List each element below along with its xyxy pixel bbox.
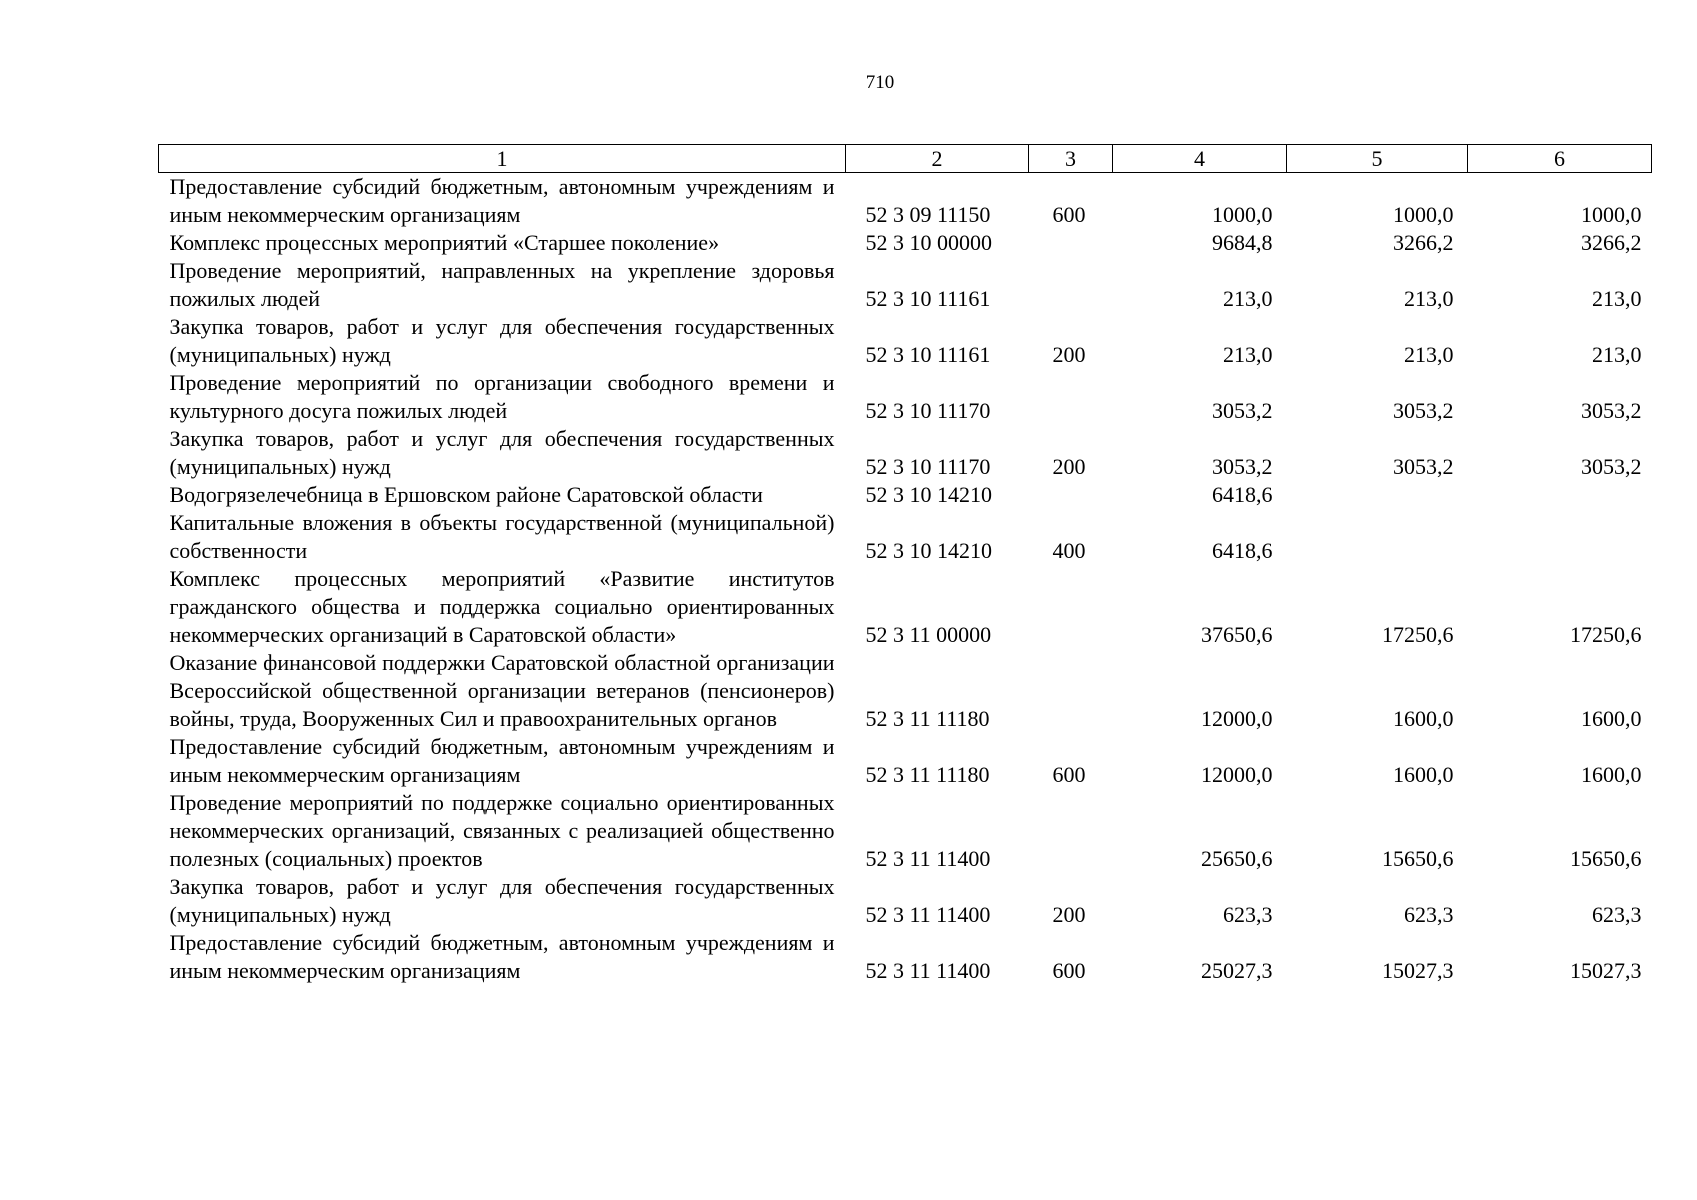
row-expense-type: 200 xyxy=(1052,902,1086,927)
row-value-col4: 213,0 xyxy=(1223,286,1273,311)
row-value-col5 xyxy=(1287,481,1468,509)
header-col-6: 6 xyxy=(1468,145,1652,173)
row-expense-type xyxy=(1029,649,1113,733)
row-value-col6: 213,0 xyxy=(1592,286,1642,311)
row-value-col5: 1600,0 xyxy=(1393,762,1454,787)
table-row xyxy=(159,257,1652,313)
row-name: Оказание финансовой поддержки Саратовской областной организации Всероссийской общественной организации ветеранов (пенсионеров) войны, труда, Вооруженных Сил и правоохранительных органов xyxy=(169,650,835,731)
row-value-col6: 17250,6 xyxy=(1570,622,1642,647)
row-code: 52 3 10 11161 xyxy=(865,286,991,311)
table-row xyxy=(159,229,1652,257)
row-value-col4: 25650,6 xyxy=(1201,846,1273,871)
row-name: Закупка товаров, работ и услуг для обеспечения государственных (муниципальных) нужд xyxy=(169,426,835,479)
row-value-col6 xyxy=(1468,509,1652,565)
header-col-3: 3 xyxy=(1029,145,1113,173)
row-value-col5: 1000,0 xyxy=(1393,202,1454,227)
row-expense-type: 600 xyxy=(1052,202,1086,227)
row-expense-type xyxy=(1029,565,1113,649)
row-name: Проведение мероприятий, направленных на укрепление здоровья пожилых людей xyxy=(169,258,835,311)
row-value-col4: 9684,8 xyxy=(1212,230,1273,255)
row-value-col4: 3053,2 xyxy=(1212,398,1273,423)
row-value-col6: 3053,2 xyxy=(1581,454,1642,479)
row-code: 52 3 11 11400 xyxy=(865,958,991,983)
row-expense-type xyxy=(1029,369,1113,425)
row-code: 52 3 10 11170 xyxy=(865,454,991,479)
row-value-col4: 1000,0 xyxy=(1212,202,1273,227)
row-value-col6: 3266,2 xyxy=(1581,230,1642,255)
row-value-col6: 213,0 xyxy=(1592,342,1642,367)
row-value-col5: 213,0 xyxy=(1404,286,1454,311)
row-value-col4: 3053,2 xyxy=(1212,454,1273,479)
row-value-col6: 15027,3 xyxy=(1570,958,1642,983)
header-col-5: 5 xyxy=(1287,145,1468,173)
row-value-col5: 623,3 xyxy=(1404,902,1454,927)
row-name: Комплекс процессных мероприятий «Развитие институтов гражданского общества и поддержка социально ориентированных некоммерческих организаций в Саратовской области» xyxy=(169,566,835,647)
budget-table xyxy=(158,144,1652,985)
table-row xyxy=(159,425,1652,481)
row-expense-type xyxy=(1029,789,1113,873)
row-name: Комплекс процессных мероприятий «Старшее поколение» xyxy=(169,230,720,255)
table-row xyxy=(159,369,1652,425)
row-value-col5: 15650,6 xyxy=(1382,846,1454,871)
row-code: 52 3 11 11180 xyxy=(865,706,990,731)
header-col-1: 1 xyxy=(159,145,846,173)
row-code: 52 3 11 11400 xyxy=(865,846,991,871)
row-name: Проведение мероприятий по организации свободного времени и культурного досуга пожилых людей xyxy=(169,370,835,423)
table-body xyxy=(159,173,1652,986)
row-value-col5: 17250,6 xyxy=(1382,622,1454,647)
row-name: Закупка товаров, работ и услуг для обеспечения государственных (муниципальных) нужд xyxy=(169,874,835,927)
table-row xyxy=(159,509,1652,565)
row-expense-type: 200 xyxy=(1052,342,1086,367)
table-header-row xyxy=(159,145,1652,173)
row-name: Предоставление субсидий бюджетным, автономным учреждениям и иным некоммерческим организациям xyxy=(169,174,835,227)
row-value-col4: 213,0 xyxy=(1223,342,1273,367)
row-expense-type: 200 xyxy=(1052,454,1086,479)
row-value-col6: 1000,0 xyxy=(1581,202,1642,227)
table-row xyxy=(159,789,1652,873)
row-value-col6: 1600,0 xyxy=(1581,706,1642,731)
row-value-col4: 6418,6 xyxy=(1212,538,1273,563)
row-value-col5 xyxy=(1287,509,1468,565)
table-row xyxy=(159,313,1652,369)
table-row xyxy=(159,649,1652,733)
table-row xyxy=(159,481,1652,509)
row-code: 52 3 10 00000 xyxy=(865,230,992,255)
row-value-col5: 3053,2 xyxy=(1393,398,1454,423)
row-value-col5: 15027,3 xyxy=(1382,958,1454,983)
row-code: 52 3 10 11170 xyxy=(865,398,991,423)
row-code: 52 3 09 11150 xyxy=(865,202,991,227)
table-row xyxy=(159,929,1652,985)
row-value-col4: 12000,0 xyxy=(1201,706,1273,731)
row-value-col5: 3266,2 xyxy=(1393,230,1454,255)
table-row xyxy=(159,873,1652,929)
table-row xyxy=(159,733,1652,789)
row-value-col5: 1600,0 xyxy=(1393,706,1454,731)
row-code: 52 3 11 11180 xyxy=(865,762,990,787)
header-col-4: 4 xyxy=(1113,145,1287,173)
row-name: Закупка товаров, работ и услуг для обеспечения государственных (муниципальных) нужд xyxy=(169,314,835,367)
row-value-col4: 623,3 xyxy=(1223,902,1273,927)
row-value-col6: 15650,6 xyxy=(1570,846,1642,871)
row-code: 52 3 11 11400 xyxy=(865,902,991,927)
row-value-col6: 1600,0 xyxy=(1581,762,1642,787)
row-name: Капитальные вложения в объекты государственной (муниципальной) собственности xyxy=(169,510,835,563)
row-expense-type: 400 xyxy=(1052,538,1086,563)
row-value-col5: 213,0 xyxy=(1404,342,1454,367)
row-code: 52 3 10 11161 xyxy=(865,342,991,367)
row-value-col4: 6418,6 xyxy=(1212,482,1273,507)
table-row xyxy=(159,565,1652,649)
row-code: 52 3 11 00000 xyxy=(865,622,992,647)
table-row xyxy=(159,173,1652,230)
row-name: Водогрязелечебница в Ершовском районе Саратовской области xyxy=(169,482,763,507)
page-number: 710 xyxy=(865,72,895,93)
row-value-col5: 3053,2 xyxy=(1393,454,1454,479)
row-code: 52 3 10 14210 xyxy=(865,538,992,563)
row-value-col6: 3053,2 xyxy=(1581,398,1642,423)
row-expense-type: 600 xyxy=(1052,958,1086,983)
row-code: 52 3 10 14210 xyxy=(865,482,992,507)
header-col-2: 2 xyxy=(846,145,1029,173)
row-value-col4: 37650,6 xyxy=(1201,622,1273,647)
row-expense-type xyxy=(1029,229,1113,257)
row-expense-type xyxy=(1029,481,1113,509)
row-value-col6: 623,3 xyxy=(1592,902,1642,927)
row-name: Предоставление субсидий бюджетным, автономным учреждениям и иным некоммерческим организациям xyxy=(169,734,835,787)
row-expense-type xyxy=(1029,257,1113,313)
row-name: Предоставление субсидий бюджетным, автономным учреждениям и иным некоммерческим организациям xyxy=(169,930,835,983)
row-value-col4: 12000,0 xyxy=(1201,762,1273,787)
row-name: Проведение мероприятий по поддержке социально ориентированных некоммерческих организаций, связанных с реализацией общественно полезных (социальных) проектов xyxy=(169,790,835,871)
row-expense-type: 600 xyxy=(1052,762,1086,787)
row-value-col6 xyxy=(1468,481,1652,509)
row-value-col4: 25027,3 xyxy=(1201,958,1273,983)
